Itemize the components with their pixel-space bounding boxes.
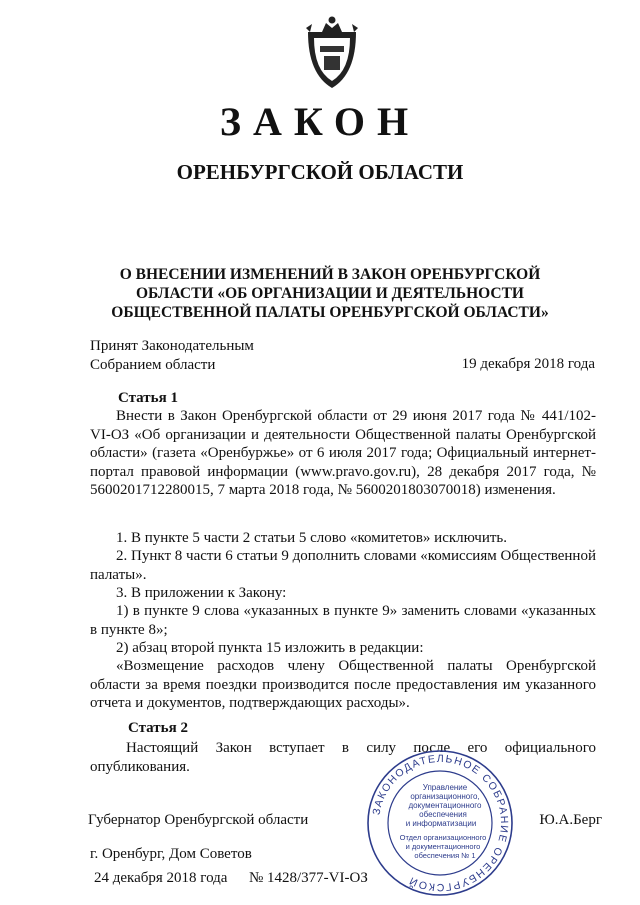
- stamp-text: обеспечения: [419, 810, 467, 819]
- signing-date: 24 декабря 2018 года: [94, 870, 228, 886]
- law-name: [60, 265, 600, 322]
- stamp-text: документационного: [408, 801, 482, 810]
- signing-place: г. Оренбург, Дом Советов: [90, 846, 252, 862]
- adopted-line-1: Принят Законодательным: [90, 338, 254, 354]
- article-1-item-1: 1. В пункте 5 части 2 статьи 5 слово «комитетов» исключить.: [116, 530, 507, 546]
- law-region: ОРЕНБУРГСКОЙ ОБЛАСТИ: [176, 160, 464, 184]
- governor-name: Ю.А.Берг: [539, 812, 602, 828]
- law-name-line: О ВНЕСЕНИИ ИЗМЕНЕНИЙ В ЗАКОН ОРЕНБУРГСКОЙ: [119, 266, 541, 283]
- signing-date-number: [94, 870, 368, 887]
- official-stamp: [365, 748, 515, 898]
- article-1-intro: Внести в Закон Оренбургской области от 29 июня 2017 года № 441/102-VI-ОЗ «Об организации и деятельности Общественной палаты Оренбургской области» (газета «Оренбуржье» от 6 июля 2017 года; Официальный интернет-портал правовой информации (www.pravo.gov.ru), 28 декабря 2017 года, № 5600201712280015, 7 марта 2018 года, № 5600201803070018) изменения.: [90, 408, 596, 498]
- article-2-text: Настоящий Закон вступает в силу после его официального опубликования.: [90, 740, 596, 775]
- law-title: ЗАКОН: [219, 99, 421, 144]
- law-name-line: ОБЛАСТИ «ОБ ОРГАНИЗАЦИИ И ДЕЯТЕЛЬНОСТИ: [136, 285, 524, 302]
- stamp-text: обеспечения № 1: [414, 851, 476, 860]
- article-1-item-2: 2. Пункт 8 части 6 статьи 9 дополнить словами «комиссиям Общественной палаты».: [90, 548, 596, 583]
- stamp-text: и документационного: [405, 842, 481, 851]
- law-name-line: ОБЩЕСТВЕННОЙ ПАЛАТЫ ОРЕНБУРГСКОЙ ОБЛАСТИ»: [111, 304, 549, 321]
- governor-position: Губернатор Оренбургской области: [88, 812, 309, 828]
- law-number: № 1428/377-VI-ОЗ: [248, 870, 368, 886]
- adopted-line-2: Собранием области: [90, 357, 216, 373]
- stamp-text: Отдел организационного: [399, 833, 487, 842]
- article-2-heading: Статья 2: [128, 720, 188, 736]
- article-1-quote: «Возмещение расходов члену Общественной палаты Оренбургской области за время поездки производится после предоставления им указанного отчета и документов, подтверждающих расходы».: [90, 658, 596, 711]
- article-1-item-3: 3. В приложении к Закону:: [116, 585, 287, 601]
- adopted-by: [90, 337, 254, 375]
- article-1-subitem-1: 1) в пункте 9 слова «указанных в пункте 9» заменить словами «указанных в пункте 8»;: [90, 603, 596, 638]
- article-1-subitem-2: 2) абзац второй пункта 15 изложить в редакции:: [116, 640, 424, 656]
- stamp-outer-text: ЗАКОНОДАТЕЛЬНОЕ СОБРАНИЕ ОРЕНБУРГСКОЙ: [370, 752, 511, 894]
- stamp-text: Управление: [422, 783, 468, 792]
- coat-of-arms-emblem: [302, 12, 362, 90]
- article-1-heading: Статья 1: [118, 390, 178, 406]
- adopted-date: 19 декабря 2018 года: [461, 356, 595, 372]
- stamp-text: и информатизации: [405, 819, 477, 828]
- stamp-text: организационного,: [410, 792, 480, 801]
